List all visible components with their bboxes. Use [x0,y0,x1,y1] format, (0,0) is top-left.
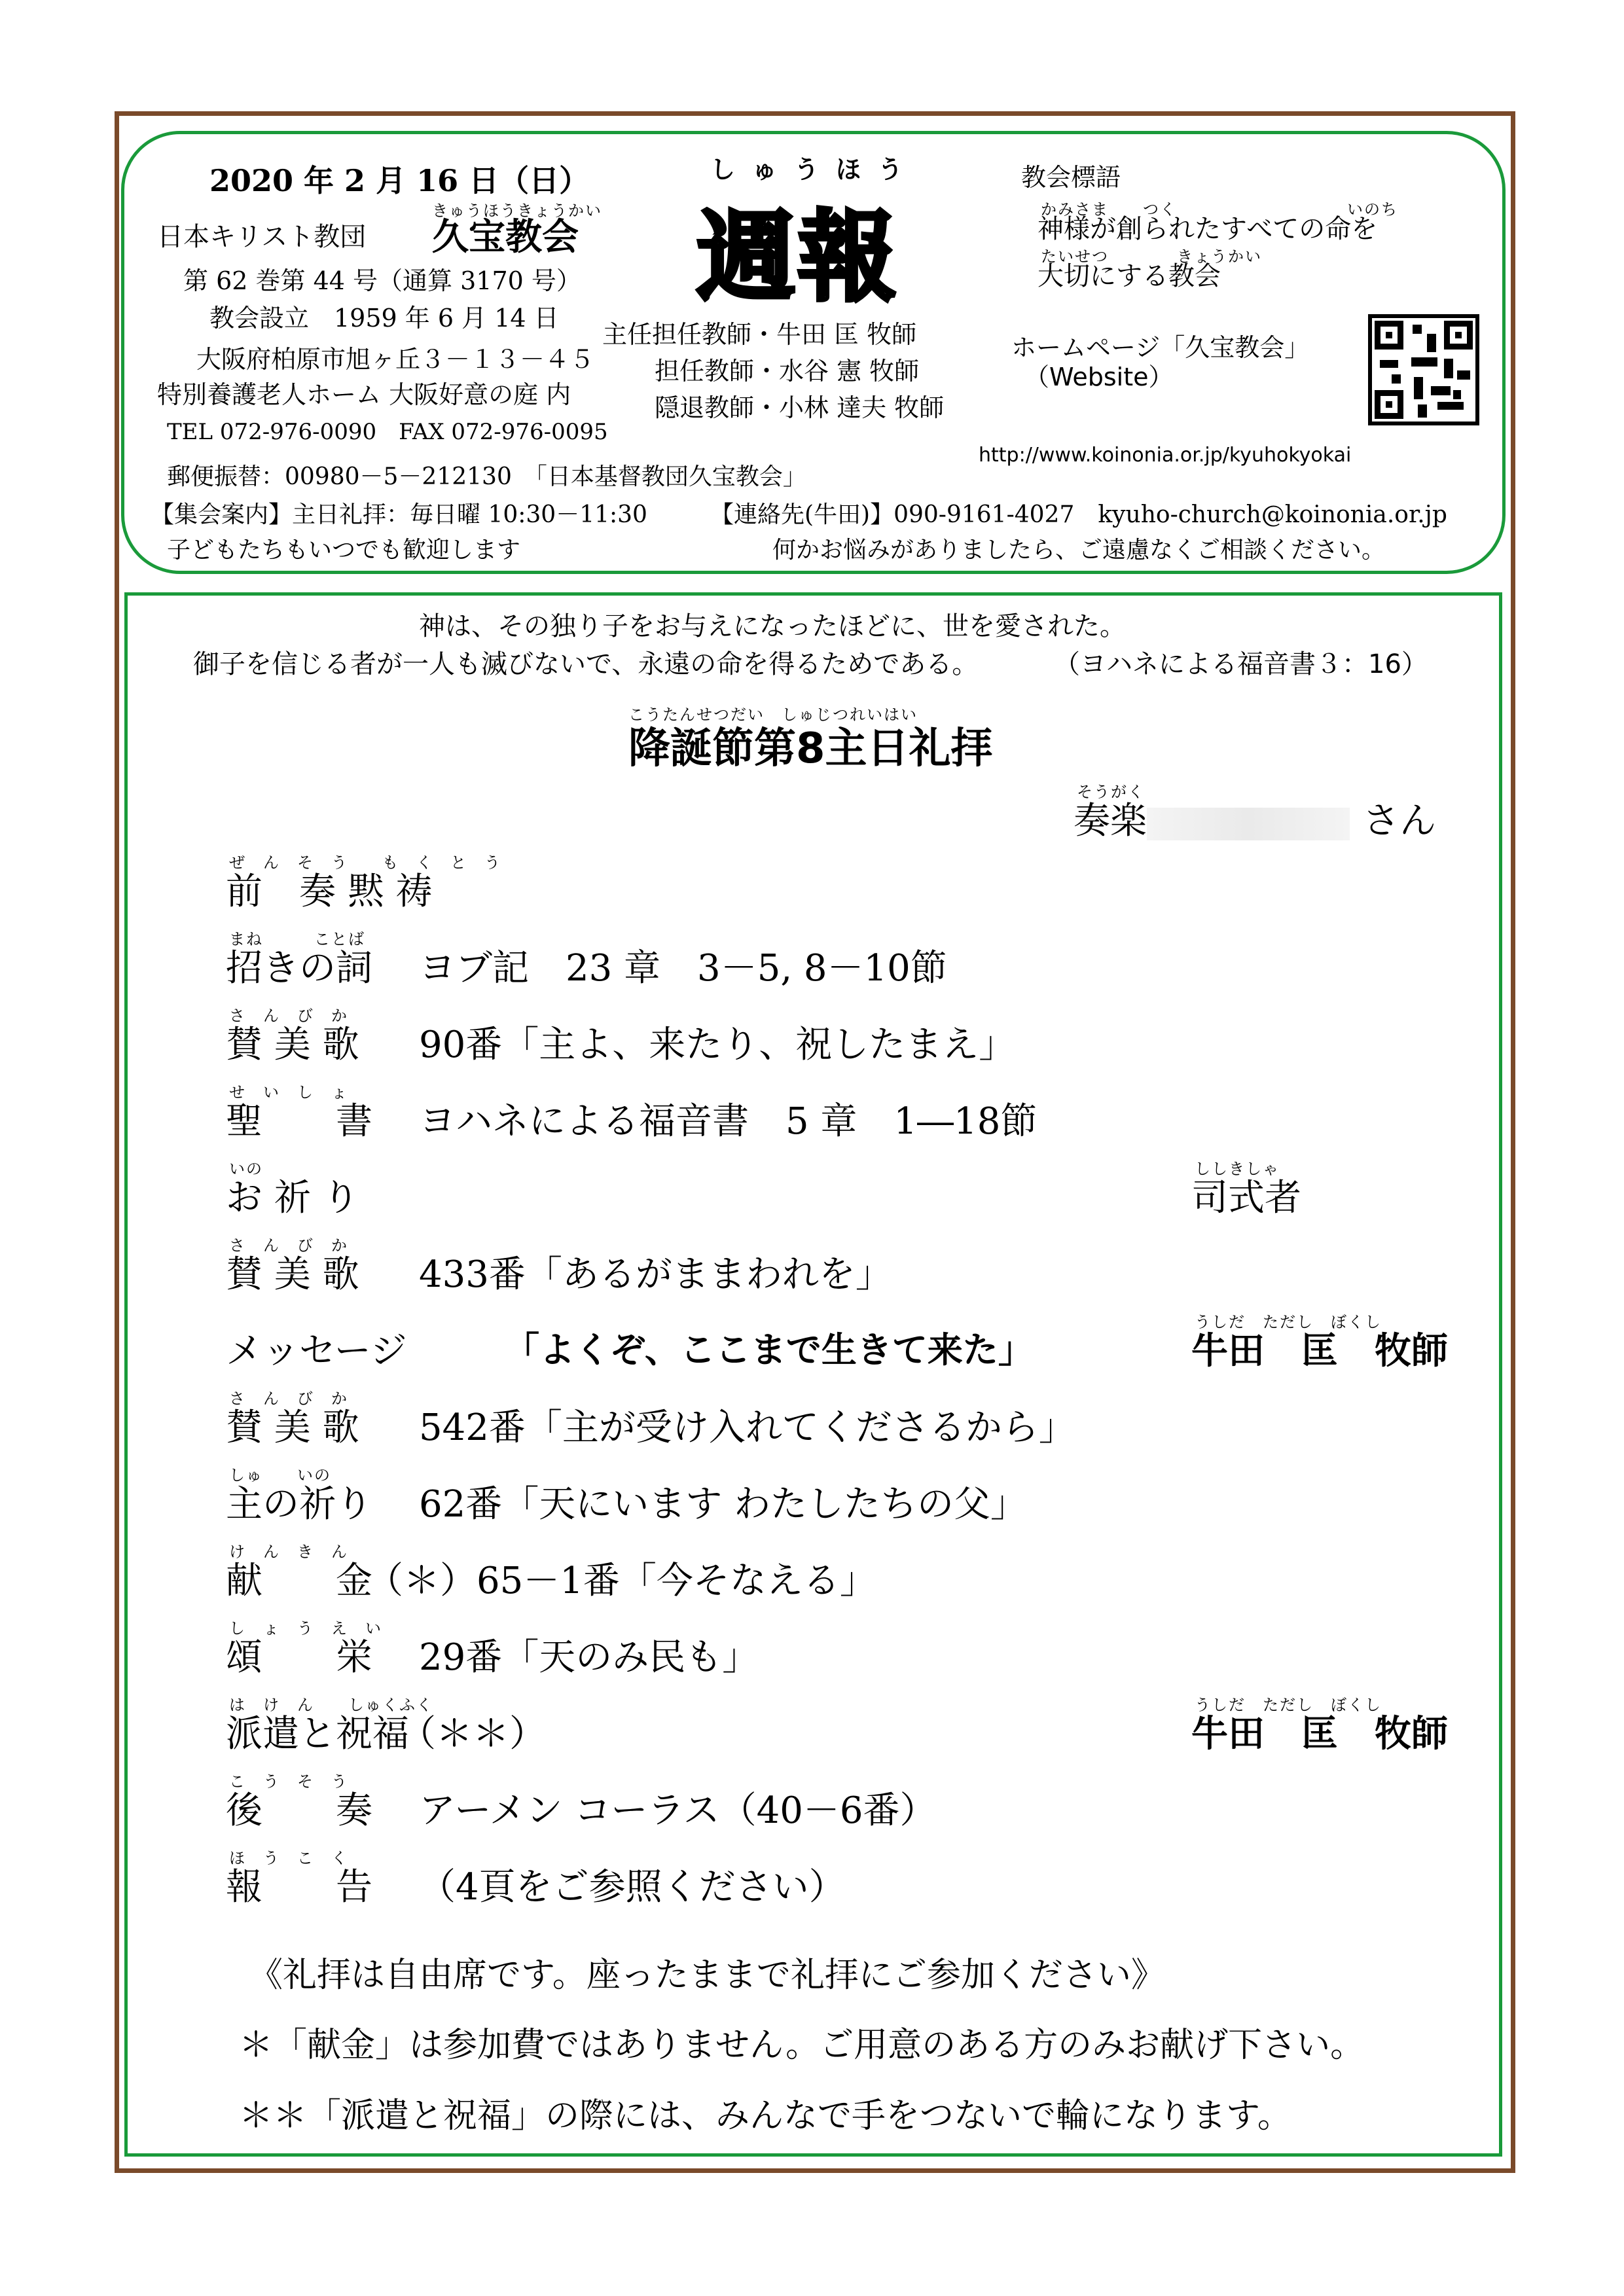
service-item-content: 62番「天にいます わたしたちの父」 [419,1483,1028,1526]
minister-retired: 隠退教師・小林 達夫 牧師 [655,393,945,422]
service-item-person: 牛田 匡 牧師 [1191,1713,1448,1755]
service-item-ruby: ほ う こ く [229,1849,348,1867]
motto-label: 教会標語 [1021,163,1121,192]
service-item-content: アーメン コーラス（40－6番） [419,1789,937,1832]
service-item-content: 「よくぞ、ここまで生きて来た」 [504,1329,1034,1371]
service-item-label: 後 奏 [226,1789,372,1832]
service-item-ruby: こ う そ う [229,1772,348,1791]
contact-info: 【連絡先(牛田)】090-9161-4027 kyuho-church@koinonia.or.jp [710,501,1447,528]
homepage-label: ホームページ「久宝教会」 [1011,333,1310,362]
service-item-label: 主の祈り [226,1483,372,1526]
service-item-label: 聖 書 [226,1100,372,1143]
service-item-person: 司式者 [1191,1177,1301,1219]
postal-transfer: 郵便振替：00980－5－212130 「日本基督教団久宝教会」 [167,463,806,490]
organist-label: 奏楽 さん [1074,800,1436,842]
qr-code-icon [1368,314,1479,425]
service-item-content: （＊＊） [399,1713,546,1755]
church-name: 久宝教会 [432,216,579,259]
service-item-label: 招きの詞 [226,947,372,990]
service-item-label: 賛 美 歌 [226,1407,359,1449]
motto-line2-ruby: たいせつ きょうかい [1041,247,1262,266]
founded-date: 教会設立 1959 年 6 月 14 日 [209,304,559,332]
issue-date: 2020 年 2 月 16 日（日） [209,163,590,198]
service-item-ruby: さ ん び か [229,1236,348,1255]
service-item-ruby: いの [229,1160,263,1178]
minister-chief: 主任担任教師・牛田 匡 牧師 [602,320,917,349]
motto-line2: 大切にする教会 [1038,261,1221,291]
motto-line1-ruby: かみさま つく いのち [1041,200,1398,219]
service-item-ruby: は け ん しゅくふく [229,1696,433,1714]
church-name-ruby: きゅうほうきょうかい [432,202,602,220]
service-item-ruby: ぜ ん そ う も く と う [229,853,501,872]
children-welcome: 子どもたちもいつでも歓迎します [167,537,521,564]
address: 大阪府柏原市旭ヶ丘３－１３－４５ [196,345,595,374]
service-item-ruby: し ょ う え い [229,1619,382,1638]
service-item-label: 賛 美 歌 [226,1024,359,1066]
service-item-person: 牛田 匡 牧師 [1191,1330,1448,1372]
prelude-ruby: そうがく [1077,783,1145,801]
service-title: 降誕節第8主日礼拝 [628,725,993,773]
meeting-info: 【集会案内】主日礼拝：毎日曜 10:30－11:30 [151,501,647,528]
offering-note: ＊「献金」は参加費ではありません。ご用意のある方のみお献げ下さい。 [239,2026,1365,2065]
service-item-ruby: せ い し ょ [229,1083,348,1102]
service-item-content: （＊）65－1番「今そなえる」 [367,1560,876,1602]
website-url[interactable]: http://www.koinonia.or.jp/kyuhokyokai [979,444,1352,467]
service-item-label: 献 金 [226,1560,372,1602]
title-ruby: しゅうほう [710,155,920,184]
service-item-label: 報 告 [226,1866,372,1909]
service-item-label: 派遣と祝福 [226,1713,409,1755]
service-item-ruby: まね ことば [229,930,365,948]
shishiki-ruby: ししきしゃ [1195,1160,1280,1178]
service-item-ruby: しゅ いの [229,1466,331,1484]
person-ruby: うしだ ただし ぼくし [1195,1313,1382,1331]
website-label: （Website） [1024,363,1174,391]
motto-line1: 神様が創られたすべての命を [1038,214,1378,244]
service-title-ruby: こうたんせつだい しゅじつれいはい [628,706,918,724]
volume-number: 第 62 巻第 44 号（通算 3170 号） [183,266,581,295]
organist-name-redacted [1147,808,1350,840]
person-ruby: うしだ ただし ぼくし [1195,1696,1382,1714]
verse-line2: 御子を信じる者が一人も滅びないで、永遠の命を得るためである。 [193,649,979,679]
service-item-ruby: け ん き ん [229,1543,348,1561]
service-item-label: 賛 美 歌 [226,1253,359,1296]
denomination: 日本キリスト教団 [157,222,367,252]
service-item-content: ヨハネによる福音書 5 章 1―18節 [419,1100,1038,1143]
facility: 特別養護老人ホーム 大阪好意の庭 内 [157,380,571,409]
free-seating-note: 《礼拝は自由席です。座ったままで礼拝にご参加ください》 [249,1956,1165,1995]
service-item-ruby: さ ん び か [229,1390,348,1408]
service-item-ruby: さ ん び か [229,1007,348,1025]
service-item-label: お 祈 り [226,1177,359,1219]
service-item-content: 433番「あるがままわれを」 [419,1253,892,1296]
minister-assistant: 担任教師・水谷 憲 牧師 [655,357,920,386]
service-item-content: （4頁をご参照ください） [419,1866,846,1909]
service-item-label: 前 奏 黙 祷 [226,870,433,913]
service-item-content: 542番「主が受け入れてくださるから」 [419,1407,1075,1449]
verse-line1: 神は、その独り子をお与えになったほどに、世を愛された。 [419,611,1126,641]
service-item-content: 29番「天のみ民も」 [419,1636,759,1679]
service-item-label: 頌 栄 [226,1636,372,1679]
consultation-note: 何かお悩みがありましたら、ご遠慮なくご相談ください。 [772,537,1386,564]
tel-fax: TEL 072-976-0090 FAX 072-976-0095 [167,419,608,445]
service-item-content: ヨブ記 23 章 3－5, 8－10節 [419,947,947,990]
service-item-content: 90番「主よ、来たり、祝したまえ」 [419,1024,1016,1066]
service-item-label: メッセージ [226,1330,407,1372]
dispatch-note: ＊＊「派遣と祝福」の際には、みんなで手をつないで輪になります。 [239,2096,1291,2136]
weekly-bulletin-title: 週報 [697,201,899,315]
verse-reference: （ヨハネによる福音書３：16） [1054,649,1428,679]
